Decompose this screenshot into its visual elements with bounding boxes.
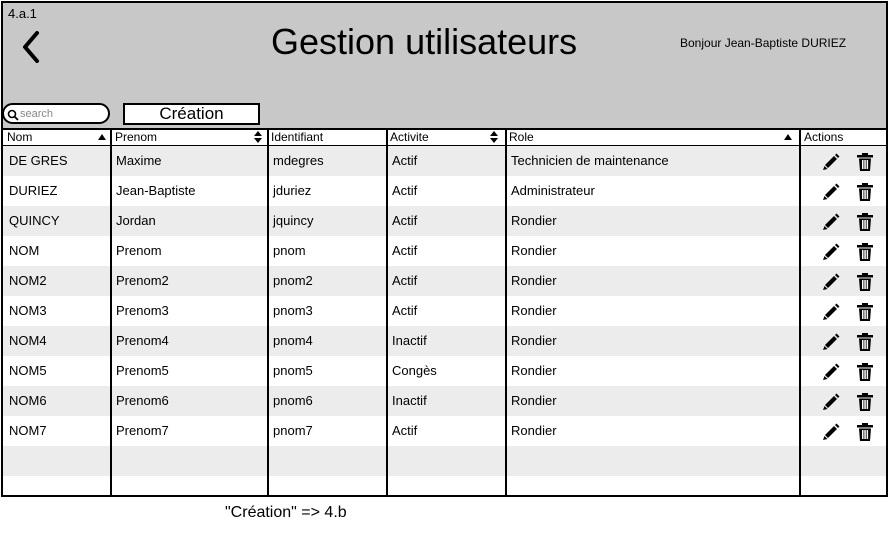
edit-pencil-icon[interactable]: [821, 422, 841, 442]
table-row: [3, 176, 886, 206]
table-cell-activite: Congès: [392, 363, 437, 378]
users-table: [3, 130, 886, 495]
header-prenom[interactable]: Prenom: [115, 130, 158, 144]
table-cell-nom: NOM6: [9, 393, 47, 408]
delete-trash-icon[interactable]: [855, 212, 875, 232]
table-cell-identifiant: pnom: [273, 243, 306, 258]
header-identifiant[interactable]: Identifiant: [271, 130, 324, 144]
table-cell-prenom: Prenom3: [116, 303, 169, 318]
delete-trash-icon[interactable]: [855, 152, 875, 172]
edit-pencil-icon[interactable]: [821, 272, 841, 292]
table-cell-role: Rondier: [511, 303, 557, 318]
user-greeting: Bonjour Jean-Baptiste DURIEZ: [680, 36, 847, 50]
edit-pencil-icon[interactable]: [821, 212, 841, 232]
table-header: [3, 130, 886, 146]
table-cell-activite: Actif: [392, 423, 418, 438]
column-divider: [386, 130, 388, 495]
table-cell-nom: NOM: [9, 243, 40, 258]
table-cell-activite: Actif: [392, 213, 418, 228]
table-cell-activite: Actif: [392, 273, 418, 288]
table-row: [3, 236, 886, 266]
sort-both-icon[interactable]: [253, 131, 263, 143]
table-cell-identifiant: pnom4: [273, 333, 313, 348]
edit-pencil-icon[interactable]: [821, 152, 841, 172]
column-divider: [110, 130, 112, 495]
table-cell-prenom: Prenom6: [116, 393, 169, 408]
table-cell-identifiant: pnom3: [273, 303, 313, 318]
table-cell-activite: Actif: [392, 183, 418, 198]
table-cell-prenom: Jordan: [116, 213, 156, 228]
table-cell-nom: NOM5: [9, 363, 47, 378]
table-cell-role: Rondier: [511, 423, 557, 438]
page-title: Gestion utilisateurs: [271, 21, 578, 62]
table-cell-prenom: Prenom7: [116, 423, 169, 438]
search-icon: [7, 109, 19, 121]
delete-trash-icon[interactable]: [855, 392, 875, 412]
table-cell-nom: QUINCY: [9, 213, 60, 228]
table-cell-prenom: Prenom2: [116, 273, 169, 288]
table-cell-role: Technicien de maintenance: [511, 153, 669, 168]
sort-asc-icon[interactable]: [97, 133, 107, 141]
edit-pencil-icon[interactable]: [821, 182, 841, 202]
table-cell-role: Rondier: [511, 243, 557, 258]
table-cell-nom: NOM3: [9, 303, 47, 318]
table-cell-identifiant: jduriez: [273, 183, 312, 198]
header-activite[interactable]: Activite: [390, 130, 429, 144]
delete-trash-icon[interactable]: [855, 272, 875, 292]
table-row: [3, 326, 886, 356]
table-cell-activite: Inactif: [392, 333, 427, 348]
table-cell-identifiant: pnom5: [273, 363, 313, 378]
table-cell-identifiant: pnom2: [273, 273, 313, 288]
table-cell-nom: DURIEZ: [9, 183, 58, 198]
table-cell-nom: NOM4: [9, 333, 47, 348]
table-cell-prenom: Jean-Baptiste: [116, 183, 196, 198]
table-cell-role: Rondier: [511, 363, 557, 378]
column-divider: [267, 130, 269, 495]
edit-pencil-icon[interactable]: [821, 362, 841, 382]
table-cell-identifiant: pnom6: [273, 393, 313, 408]
column-divider: [505, 130, 507, 495]
table-row: [3, 266, 886, 296]
back-arrow-icon[interactable]: [13, 25, 47, 65]
table-cell-identifiant: mdegres: [273, 153, 324, 168]
create-button[interactable]: Création: [123, 103, 260, 125]
table-cell-role: Rondier: [511, 333, 557, 348]
search-box[interactable]: [2, 103, 110, 124]
table-row: [3, 356, 886, 386]
table-cell-prenom: Prenom4: [116, 333, 169, 348]
search-input[interactable]: [20, 106, 104, 121]
annotation-note: "Création" => 4.b: [225, 504, 347, 521]
table-row: [3, 416, 886, 446]
table-cell-activite: Actif: [392, 153, 418, 168]
header-role[interactable]: Role: [509, 130, 534, 144]
table-cell-role: Administrateur: [511, 183, 595, 198]
delete-trash-icon[interactable]: [855, 362, 875, 382]
edit-pencil-icon[interactable]: [821, 332, 841, 352]
table-row: [3, 296, 886, 326]
table-cell-prenom: Prenom: [116, 243, 162, 258]
table-cell-nom: NOM2: [9, 273, 47, 288]
table-cell-role: Rondier: [511, 393, 557, 408]
table-row: [3, 206, 886, 236]
screen-id: 4.a.1: [8, 6, 37, 21]
edit-pencil-icon[interactable]: [821, 242, 841, 262]
delete-trash-icon[interactable]: [855, 242, 875, 262]
table-cell-activite: Actif: [392, 243, 418, 258]
table-cell-identifiant: jquincy: [273, 213, 314, 228]
table-cell-activite: Actif: [392, 303, 418, 318]
table-cell-role: Rondier: [511, 213, 557, 228]
table-cell-identifiant: pnom7: [273, 423, 313, 438]
header-bar: [3, 3, 886, 130]
empty-table-row: [3, 446, 886, 476]
table-cell-nom: NOM7: [9, 423, 47, 438]
header-nom[interactable]: Nom: [7, 130, 33, 144]
app-window: [1, 1, 888, 497]
table-cell-prenom: Prenom5: [116, 363, 169, 378]
table-cell-prenom: Maxime: [116, 153, 162, 168]
table-row: [3, 146, 886, 176]
delete-trash-icon[interactable]: [855, 302, 875, 322]
edit-pencil-icon[interactable]: [821, 302, 841, 322]
table-cell-nom: DE GRES: [9, 153, 68, 168]
header-actions: Actions: [804, 130, 844, 144]
delete-trash-icon[interactable]: [855, 332, 875, 352]
column-divider: [799, 130, 801, 495]
delete-trash-icon[interactable]: [855, 422, 875, 442]
delete-trash-icon[interactable]: [855, 182, 875, 202]
table-row: [3, 386, 886, 416]
sort-both-icon[interactable]: [489, 131, 499, 143]
sort-asc-icon[interactable]: [783, 133, 793, 141]
table-cell-activite: Inactif: [392, 393, 427, 408]
table-cell-role: Rondier: [511, 273, 557, 288]
edit-pencil-icon[interactable]: [821, 392, 841, 412]
empty-table-row: [3, 476, 886, 506]
